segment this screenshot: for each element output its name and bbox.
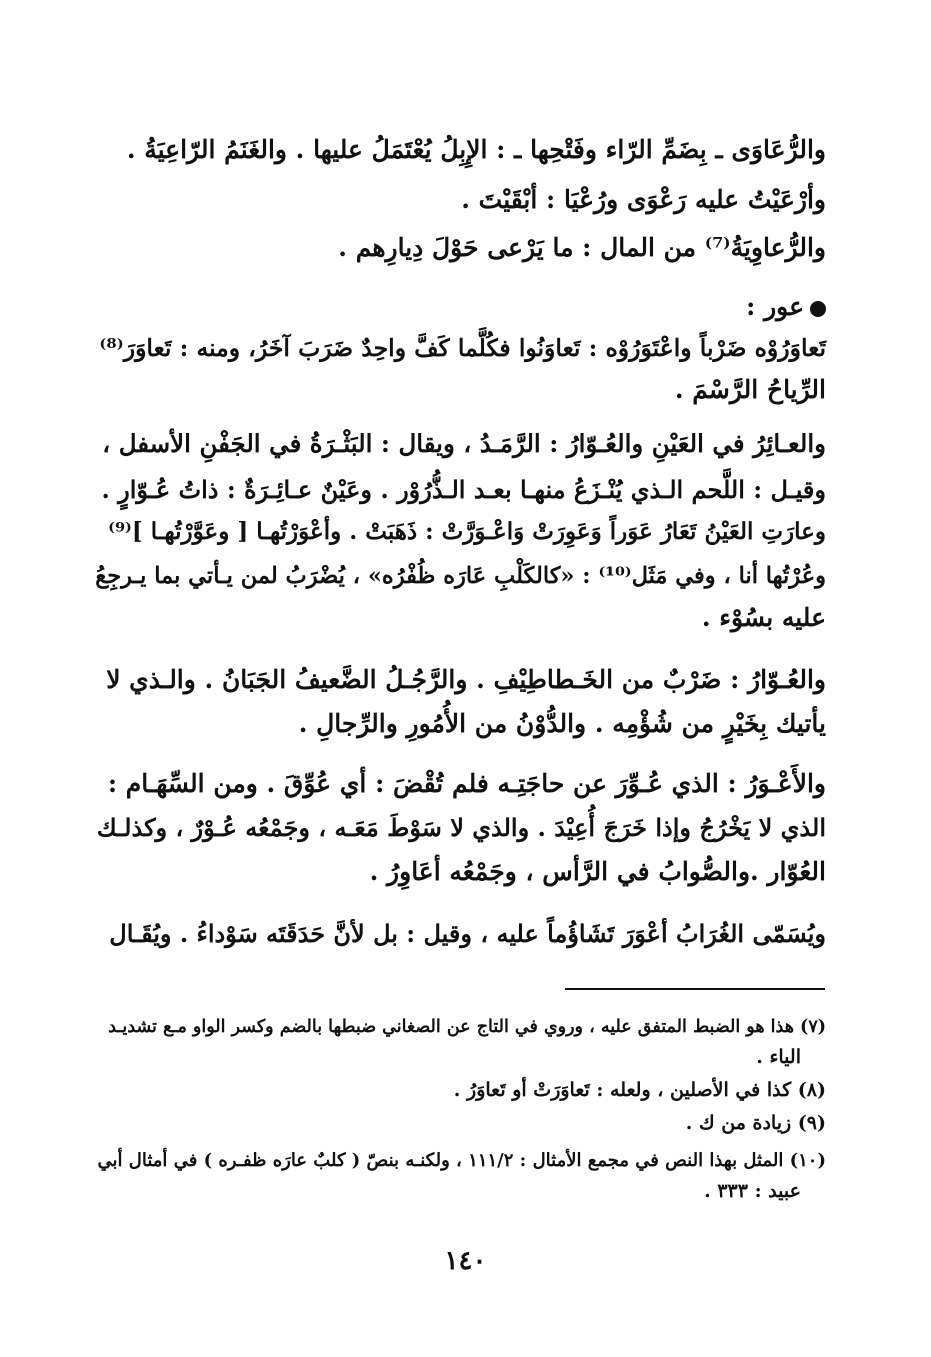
body-line: ويُسَمّى الغُرَابُ أعْوَرَ تَشَاؤُماً عليه ، وقيل : بل لأنَّ حَدَقَتَه سَوْداءُ . ويُقَـال [109,919,826,948]
body-line: والعـائِرُ في العَيْنِ والعُـوّارُ : الرَّمَـدُ ، ويقال : البَثْـرَةُ في الجَفْنِ الأسفل ، [102,429,826,458]
footnote: (١٠) المثل بهذا النص في مجمع الأمثال : ١١١/٢ ، ولكنـه بنصّ ( كلبٌ عارَه ظفـره ) في أمثال أبي [97,1150,826,1171]
body-line: وقيـل : اللَّحم الـذي يُنْـزَعُ منهـا بعـد الـذُّرُوْر . وعَيْنٌ عـائِـرَةٌ : ذاتُ عُـوّارٍ . [101,475,826,504]
body-line: والعُـوّارُ : ضَرْبٌ من الخَـطاطِيْفِ . والرَّجُـلُ الضَّعيفُ الجَبَانُ . والـذي لا [106,665,826,694]
body-line: وأرْعَيْتُ عليه رَعْوَى ورُعْيَا : أبْقَيْتَ . [461,185,826,214]
section-heading: عور : [746,287,826,327]
footnote: عبيد : ٣٣٣ . [704,1180,801,1202]
body-line: الرِّياحُ الرَّسْمَ . [674,375,826,404]
body-line: العُوّار .والصُّوابُ في الرَّأس ، وجَمْعُه أعَاوِرُ . [369,857,826,886]
body-line: وعارَتِ العَيْنُ تَعَارُ عَوَراً وَعَوِرَتْ وَاعْـوَرَّتْ : ذَهَبَتْ . وأعْوَرْتُهـا [ وعَوَّرْتُهـا ]⁽⁹⁾ [108,518,826,545]
body-line: والرُّعاوِيَةُ⁽⁷⁾ من المال : ما يَرْعى حَوْلَ دِيارِهم . [338,233,826,262]
footnote: (٨) كذا في الأصلين ، ولعله : تَعاوَرَتْ أو تَعاوَرُ . [453,1079,826,1101]
footnote: (٩) زيادة من ك . [685,1112,826,1134]
body-line: تَعاوَرُوْه ضَرْباً واعْتَوَرُوْه : تَعاوَنُوا فكُلَّما كَفَّ واحِدٌ ضَرَبَ آخَرُ، ومنه : تَعاوَرَ⁽⁸⁾ [99,334,826,362]
body-line: عليه بسُوْء . [701,603,826,632]
body-line: والرُّعَاوَى ـ بِضَمِّ الرّاء وفَتْحِها ـ : الإِبِلُ يُعْتَمَلُ عليها . والغَنَمُ الرّاعِيَةُ . [126,135,826,164]
footnote-separator [565,988,825,990]
body-line: وعُرْتُها أنا ، وفي مَثَل⁽¹⁰⁾ : «كالكَلْبِ عَارَه ظُفْرُه» ، يُضْرَبُ لمن يـأتي بما يـرجِعُ [95,563,826,589]
body-line: والأَعْـوَرُ : الذي عُـوِّرَ عن حاجَتِـه فلم تُقْضَ : أي عُوِّقَ . ومن السِّهَـام : [107,769,826,798]
body-line: الذي لا يَخْرُجُ وإذا خَرَجَ أُعِيْدَ . والذي لا سَوْطَ مَعَـه ، وجَمْعُه عُـوْرٌ ، وكذلـك [96,813,826,842]
bullet-icon [810,301,826,317]
footnote: الياء . [756,1046,801,1068]
footnote: (٧) هذا هو الضبط المتفق عليه ، وروي في التاج عن الصغاني ضبطها بالضم وكسر الواو مـع تشديـد [108,1017,826,1037]
body-line: يأتيك بِخَيْرٍ من شُؤْمِه . والدُّوْنُ من الأُمُورِ والرِّجالِ . [298,709,826,738]
page-number: ١٤٠ [444,1246,487,1276]
